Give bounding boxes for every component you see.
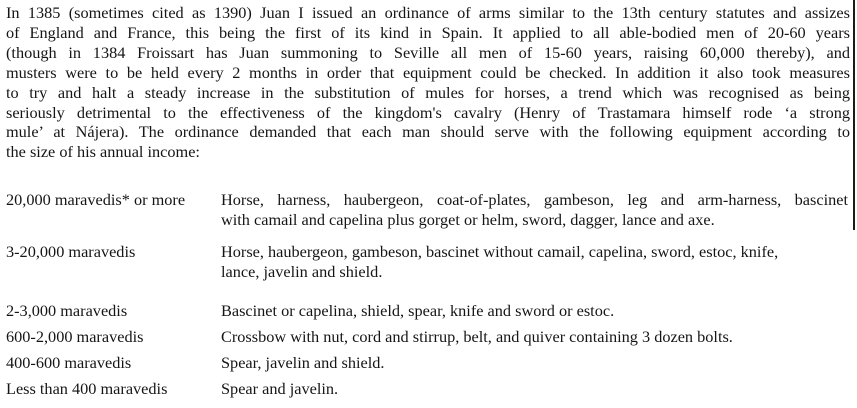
table-row: [6, 327, 850, 353]
table-row: [6, 379, 850, 403]
paragraph-line: to try and halt a steady increase in the substitution of mules for horses, a trend which was recognised as being: [6, 82, 850, 102]
equipment-table: [6, 190, 850, 403]
income-cell: 2-3,000 maravedis: [6, 301, 128, 320]
equipment-line: with camail and capelina plus gorget or helm, sword, dagger, lance and axe.: [221, 210, 715, 229]
equipment-line: Bascinet or capelina, shield, spear, knife and sword or estoc.: [221, 301, 615, 320]
equipment-line: Horse, harness, haubergeon, coat-of-plates, gambeson, leg and arm-harness, bascinet: [221, 190, 848, 209]
income-cell: 400-600 maravedis: [6, 353, 132, 372]
paragraph-line: In 1385 (sometimes cited as 1390) Juan I issued an ordinance of arms similar to the 13th century statutes and assizes: [6, 3, 850, 22]
intro-paragraph: [6, 3, 850, 162]
paragraph-line: (though in 1384 Froissart has Juan summoning to Seville all men of 15-60 years, raising 60,000 thereby), and: [6, 42, 850, 62]
equipment-cell: [221, 353, 848, 373]
equipment-line: Spear and javelin.: [221, 379, 339, 398]
paragraph-line: the size of his annual income:: [6, 142, 200, 162]
equipment-line: Spear, javelin and shield.: [221, 353, 385, 372]
paragraph-line: musters were to be held every 2 months in order that equipment could be checked. In addition it also took measures: [6, 62, 850, 82]
table-row: [6, 242, 850, 301]
equipment-cell: [221, 327, 848, 347]
table-row: [6, 353, 850, 379]
paragraph-line: mule’ at Nájera). The ordinance demanded that each man should serve with the following equipment according to: [6, 122, 850, 142]
paragraph-line: seriously detrimental to the effectiveness of the kingdom's cavalry (Henry of Trastamara himself rode ‘a strong: [6, 102, 850, 122]
table-row: [6, 301, 850, 327]
paragraph-line: of England and France, this being the first of its kind in Spain. It applied to all able-bodied men of 20-60 years: [6, 22, 850, 42]
equipment-line: Crossbow with nut, cord and stirrup, belt, and quiver containing 3 dozen bolts.: [221, 327, 733, 346]
equipment-line: lance, javelin and shield.: [221, 262, 383, 281]
equipment-cell: [221, 242, 848, 282]
equipment-cell: [221, 379, 848, 399]
income-cell: 3-20,000 maravedis: [6, 242, 136, 261]
income-cell: 20,000 maravedis* or more: [6, 190, 186, 209]
equipment-cell: [221, 301, 848, 321]
income-cell: Less than 400 maravedis: [6, 379, 168, 398]
income-cell: 600-2,000 maravedis: [6, 327, 144, 346]
equipment-cell: [221, 190, 848, 230]
equipment-line: Horse, haubergeon, gambeson, bascinet without camail, capelina, sword, estoc, knife,: [221, 242, 779, 261]
table-row: [6, 190, 850, 242]
page-edge-rule: [853, 0, 855, 230]
